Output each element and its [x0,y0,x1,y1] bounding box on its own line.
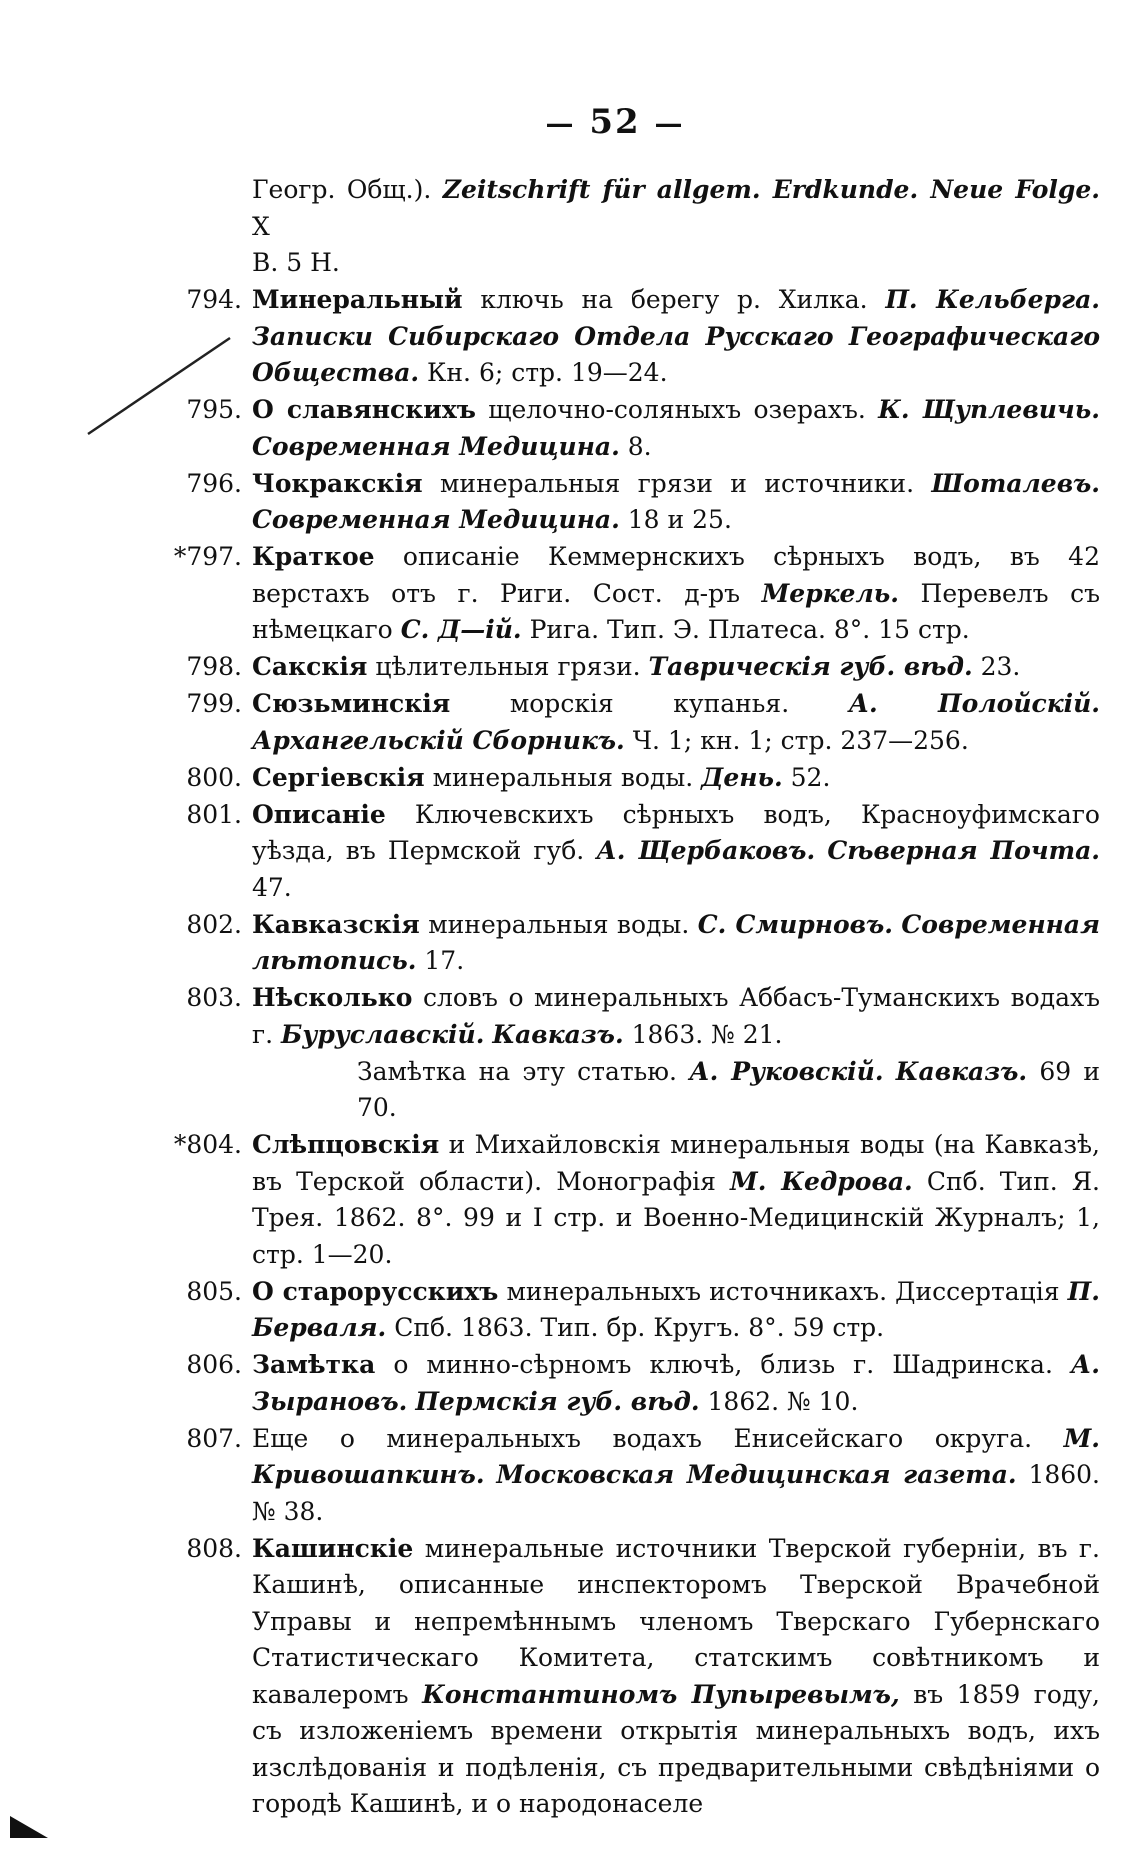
entry-text: Ч. 1; кн. 1; стр. 237—256. [632,725,969,755]
entry-text: X [252,211,270,241]
entry-797 [172,539,1100,649]
entry-source: Архангельскій Сборникъ. [252,725,625,755]
entry-title: Замѣтка [252,1350,376,1379]
entry-text: 18 и 25. [627,505,732,534]
entry-title: Нѣсколько [252,983,413,1012]
entry-number: 795. [186,395,242,424]
entry-title: Сюзьминскія [252,689,451,718]
entry-text: 52. [790,762,831,792]
entry-title: Сакскія [252,652,368,681]
entry-text: морскія купанья. [509,689,790,718]
entry-title: Кашинскіе [252,1533,414,1563]
entry-text: Спб. Тип. Я. Трея. 1862. 8°. 99 и I стр. и Военно-Медицинскій Журналъ; 1, стр. 1—20. [252,1166,1100,1269]
entry-source: Записки Сибирскаго Отдела Русскаго Географическаго Общества. [252,321,1100,387]
entry-text: 47. [252,872,292,902]
entry-note-text: 69 и 70. [357,1056,1101,1122]
entry-text: минеральные источники Тверской губерніи, въ г. Кашинѣ, описанные инспекторомъ Тверской Врачебной Управы и непремѣннымъ членомъ Тверскаго Губернскаго Статистическаго Комитета, статскимъ совѣтникомъ и кавалеромъ [252,1533,1100,1709]
entry-text: минеральныя грязи и источники. [439,468,915,498]
entry-808 [172,1531,1100,1823]
entry-title: Кавказскія [252,909,420,939]
entry-800 [172,760,1100,797]
entry-805 [172,1274,1100,1347]
entry-text: Геогр. Общ.). [252,175,432,204]
entry-text: Перевелъ съ нѣмецкаго [252,578,1101,644]
entry-795 [172,392,1100,465]
entry-author: А. Полойскій. [848,689,1101,718]
page-number-dash-right: — [654,107,685,140]
entry-text: въ 1859 году, съ изложеніемъ времени открытія минеральныхъ водъ, ихъ изслѣдованія и подѣленія, съ предварительными свѣдѣніями о городѣ Кашинѣ, и о народонаселе [252,1679,1101,1818]
entry-number: 807. [186,1423,242,1453]
bibliography-list [172,172,1100,1823]
entry-text: B. 5 H. [252,248,340,277]
entry-number: 799. [186,689,242,718]
entry-note-text: Замѣтка на эту статью. [357,1056,678,1086]
entry-author: А. Зырановъ. [252,1350,1100,1416]
page-number-dash-left: — [545,107,576,140]
entry-source: Современная Медицина. [252,505,620,534]
entry-author: Буруславскій. [281,1019,485,1049]
entry-author: Меркель. [761,578,899,608]
entry-title: Минеральный [252,285,463,314]
entry-source: Пермскія губ. вѣд. [415,1386,700,1416]
entry-794 [172,282,1100,392]
entry-number: 794. [186,285,242,314]
entry-number: 796. [186,468,242,498]
entry-continuation [172,172,1100,282]
entry-author: М. Кривошапкинъ. [252,1423,1100,1489]
entry-803-note [172,1054,1100,1127]
entry-number: *797. [173,542,242,571]
entry-title: Чокракскія [252,468,423,498]
entry-source: Таврическія губ. вѣд. [648,652,973,681]
entry-804 [172,1127,1100,1273]
entry-text: Спб. 1863. Тип. бр. Кругъ. 8°. 59 стр. [394,1313,885,1342]
page-number-value: 52 [589,102,641,142]
entry-text: и Михайловскія минеральныя воды (на Кавказѣ, въ Терской области). Монографія [252,1130,1100,1196]
entry-source: Zeitschrift für allgem. Erdkunde. Neue Folge. [442,175,1100,204]
entry-number: 802. [186,909,242,939]
entry-source: Кавказъ. [492,1019,624,1049]
entry-source: Сѣверная Почта. [827,836,1101,865]
entry-number: 805. [186,1276,242,1306]
entry-text: щелочно-соляныхъ озерахъ. [488,395,866,424]
entry-note-source: Кавказъ. [895,1056,1028,1086]
entry-author: М. Кедрова. [730,1166,913,1196]
entry-author: А. Щербаковъ. [596,836,816,865]
entry-text: минеральныхъ источникахъ. Диссертація [506,1276,1060,1306]
entry-806 [172,1347,1100,1420]
entry-title: О славянскихъ [252,395,476,424]
entry-802 [172,907,1100,980]
entry-source: Современная Медицина. [252,431,620,461]
entry-text: 8. [627,431,652,461]
entry-text: словъ о минеральныхъ Аббасъ-Туманскихъ водахъ г. [252,983,1101,1049]
entry-title: Краткое [252,542,375,571]
corner-arrow-icon [8,1814,52,1840]
entry-798 [172,649,1100,686]
entry-text: 1862. № 10. [707,1386,859,1416]
entry-text: минеральныя воды. [428,909,690,939]
entry-number: 803. [186,983,242,1012]
entry-source: Современная лѣтопись. [252,909,1101,975]
page-number [540,102,690,142]
entry-text: Рига. Тип. Э. Платеса. 8°. 15 стр. [529,615,970,644]
entry-796 [172,466,1100,539]
entry-799 [172,686,1100,759]
entry-807 [172,1421,1100,1531]
entry-title: Сергіевскія [252,762,425,792]
entry-author: К. Щуплевичь. [878,395,1100,424]
entry-text: Кн. 6; стр. 19—24. [427,358,668,387]
entry-text: 23. [980,652,1021,681]
entry-title: Слѣпцовскія [252,1130,440,1159]
entry-source: Московская Медицинская газета. [496,1460,1017,1489]
entry-number: 798. [186,652,242,681]
entry-author: П. Берваля. [252,1276,1100,1342]
entry-author: Шоталевъ. [931,468,1101,498]
entry-text: Еще о минеральныхъ водахъ Енисейскаго округа. [252,1423,1033,1453]
entry-author: Константиномъ Пупыревымъ, [422,1679,900,1709]
entry-number: 808. [186,1533,242,1563]
entry-translator: С. Д—ій. [400,615,522,644]
entry-text: Ключевскихъ сѣрныхъ водъ, Красноуфимскаго уѣзда, въ Пермской губ. [252,799,1100,865]
entry-title: Описаніе [252,799,386,829]
entry-number: 806. [186,1350,242,1379]
entry-number: 801. [186,799,242,829]
entry-author: П. Кельберга. [885,285,1100,314]
entry-source: День. [701,762,783,792]
entry-text: ключь на берегу р. Хилка. [480,285,868,314]
entry-title: О старорусскихъ [252,1276,499,1306]
entry-text: 17. [424,946,465,975]
entry-note-author: А. Руковскій. [689,1056,884,1086]
entry-author: С. Смирновъ. [697,909,893,939]
entry-text: описаніе Кеммернскихъ сѣрныхъ водъ, въ 42 верстахъ отъ г. Риги. Сост. д-ръ [252,542,1100,608]
entry-text: 1863. № 21. [631,1019,783,1049]
entry-number: *804. [173,1130,242,1159]
entry-803 [172,980,1100,1053]
entry-number: 800. [186,762,242,792]
entry-text: цѣлительныя грязи. [375,652,641,681]
entry-text: о минно-сѣрномъ ключѣ, близь г. Шадринска. [393,1350,1053,1379]
entry-text: минеральныя воды. [432,762,694,792]
entry-text: 1860. № 38. [252,1460,1101,1526]
entry-801 [172,797,1100,907]
